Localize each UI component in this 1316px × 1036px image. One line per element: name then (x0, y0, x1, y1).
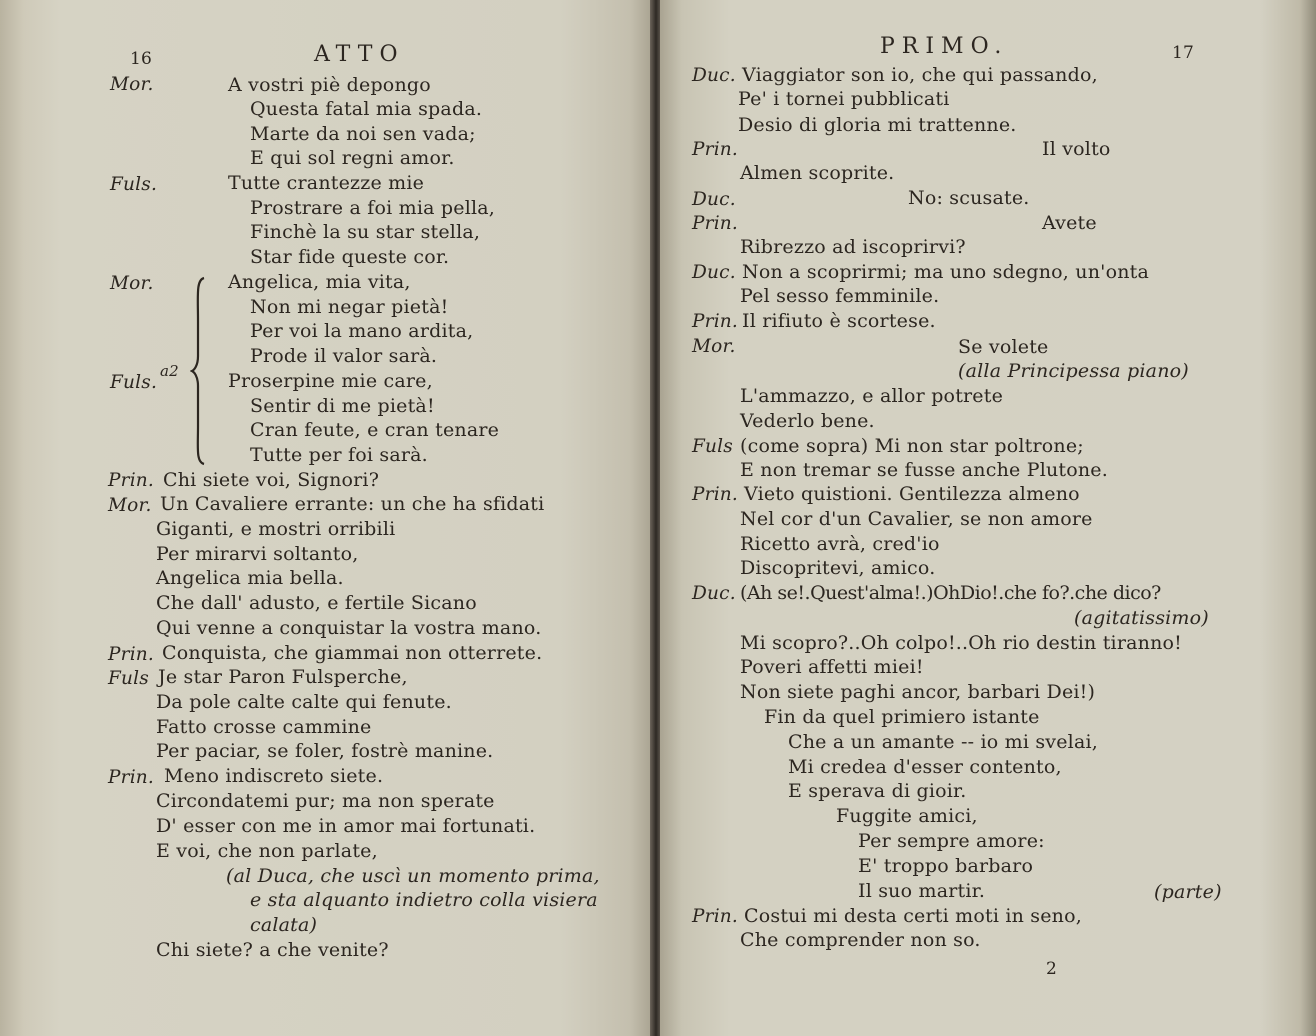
verse-line: Angelica, mia vita, (228, 271, 411, 293)
dialogue-line: Vieto quistioni. Gentilezza almeno (744, 483, 1080, 505)
dialogue-line: Che dall' adusto, e fertile Sicano (156, 592, 477, 614)
dialogue-line: Viaggiator son io, che qui passando, (742, 64, 1098, 86)
speaker: Prin. (692, 213, 739, 234)
verse-line: Proserpine mie care, (228, 370, 433, 392)
verse-line: Fin da quel primiero istante (764, 706, 1040, 728)
dialogue-line: Costui mi desta certi moti in seno, (744, 905, 1082, 927)
dialogue-line: Giganti, e mostri orribili (156, 518, 396, 540)
dialogue-line: Pe' i tornei pubblicati (738, 88, 950, 110)
verse-line: Che a un amante -- io mi svelai, (788, 731, 1098, 753)
speaker: Duc. (692, 65, 736, 86)
dialogue-line: Conquista, che giammai non otterrete. (162, 642, 543, 664)
speaker: Duc. (692, 262, 736, 283)
speaker: Mor. (110, 273, 154, 294)
dialogue-line: Da pole calte calte qui fenute. (156, 691, 452, 713)
stage-direction: (agitatissimo) (1074, 607, 1209, 629)
speaker: Prin. (692, 906, 739, 927)
verse-line: E sperava di gioir. (788, 780, 967, 802)
running-header: ATTO (314, 42, 405, 67)
right-page (660, 0, 1316, 1036)
dialogue-line: Non a scoprirmi; ma uno sdegno, un'onta (742, 261, 1150, 283)
verse-line: Finchè la su star stella, (250, 221, 481, 243)
dialogue-line: Pel sesso femminile. (740, 285, 940, 307)
dialogue-line: Circondatemi pur; ma non sperate (156, 790, 495, 812)
verse-line: Tutte crantezze mie (228, 172, 425, 194)
left-page (0, 0, 652, 1036)
dialogue-line: Desio di gloria mi trattenne. (738, 114, 1017, 136)
verse-line: A vostri piè depongo (228, 74, 431, 96)
verse-line: E qui sol regni amor. (250, 147, 455, 169)
speaker: Duc. (692, 583, 736, 604)
dialogue-line: Il rifiuto è scortese. (742, 310, 936, 332)
stage-direction: (alla Principessa piano) (958, 360, 1189, 382)
dialogue-line: Qui venne a conquistar la vostra mano. (156, 617, 542, 639)
verse-line: Prode il valor sarà. (250, 345, 438, 367)
verse-line: Sentir di me pietà! (250, 395, 435, 417)
dialogue-line: No: scusate. (908, 187, 1030, 209)
dialogue-line: Nel cor d'un Cavalier, se non amore (740, 508, 1093, 530)
verse-line: Tutte per foi sarà. (250, 444, 428, 466)
speaker: Fuls (692, 436, 733, 457)
stage-direction: calata) (250, 914, 318, 936)
dialogue-line: Non siete paghi ancor, barbari Dei!) (740, 681, 1096, 703)
verse-line: Non mi negar pietà! (250, 296, 449, 318)
dialogue-line: Chi siete? a che venite? (156, 939, 389, 961)
speaker: Prin. (692, 139, 739, 160)
verse-line: Questa fatal mia spada. (250, 98, 483, 120)
verse-line: Il suo martir. (858, 880, 986, 902)
speaker: Duc. (692, 189, 736, 210)
dialogue-line: E non tremar se fusse anche Plutone. (740, 459, 1108, 481)
speaker: Fuls (108, 668, 149, 689)
dialogue-line: Per mirarvi soltanto, (156, 543, 359, 565)
verse-line: Marte da noi sen vada; (250, 123, 476, 145)
speaker: Fuls. (110, 372, 158, 393)
stage-direction: (al Duca, che uscì un momento prima, (226, 865, 600, 887)
verse-line: Mi credea d'esser contento, (788, 756, 1062, 778)
signature-mark: 2 (1046, 959, 1058, 979)
running-header: PRIMO. (880, 34, 1009, 59)
speaker: Prin. (692, 311, 739, 332)
verse-line: Prostrare a foi mia pella, (250, 197, 496, 219)
verse-line: Star fide queste cor. (250, 246, 450, 268)
dialogue-line: Meno indiscreto siete. (164, 765, 384, 787)
verse-line: E' troppo barbaro (858, 855, 1034, 877)
dialogue-line: Vederlo bene. (740, 410, 875, 432)
dialogue-line: (Ah se!.Quest'alma!.)OhDio!.che fo?.che dico? (740, 582, 1161, 604)
dialogue-line: Per paciar, se foler, fostrè manine. (156, 740, 494, 762)
speaker: Mor. (110, 74, 154, 95)
page-number: 17 (1172, 43, 1195, 63)
speaker: Prin. (108, 644, 155, 665)
dialogue-line: Angelica mia bella. (156, 567, 344, 589)
dialogue-line: L'ammazzo, e allor potrete (740, 385, 1004, 407)
dialogue-line: D' esser con me in amor mai fortunati. (156, 815, 536, 837)
dialogue-line: Un Cavaliere errante: un che ha sfidati (160, 493, 545, 515)
verse-line: Cran feute, e cran tenare (250, 419, 500, 441)
dialogue-line: Se volete (958, 336, 1049, 358)
brace (190, 276, 208, 466)
verse-line: Per sempre amore: (858, 830, 1045, 852)
dialogue-line: Che comprender non so. (740, 929, 981, 951)
dialogue-line: (come sopra) Mi non star poltrone; (740, 435, 1084, 457)
dialogue-line: E voi, che non parlate, (156, 840, 378, 862)
dialogue-line: Discopritevi, amico. (740, 557, 936, 579)
page-number: 16 (130, 49, 153, 69)
a2-mark: a2 (160, 362, 179, 380)
speaker: Prin. (692, 484, 739, 505)
dialogue-line: Avete (1042, 212, 1097, 234)
stage-direction: (parte) (1154, 881, 1222, 903)
dialogue-line: Almen scoprite. (740, 162, 895, 184)
verse-line: Fuggite amici, (836, 805, 978, 827)
dialogue-line: Ribrezzo ad iscoprirvi? (740, 236, 966, 258)
verse-line: Per voi la mano ardita, (250, 320, 474, 342)
dialogue-line: Fatto crosse cammine (156, 716, 372, 738)
dialogue-line: Poveri affetti miei! (740, 656, 924, 678)
speaker: Mor. (692, 336, 736, 357)
dialogue-line: Ricetto avrà, cred'io (740, 533, 940, 555)
dialogue-line: Il volto (1042, 138, 1111, 160)
stage-direction: e sta alquanto indietro colla visiera (250, 889, 598, 911)
dialogue-line: Je star Paron Fulsperche, (158, 666, 408, 688)
speaker: Fuls. (110, 174, 158, 195)
speaker: Prin. (108, 767, 155, 788)
speaker: Prin. (108, 470, 155, 491)
dialogue-line: Mi scopro?..Oh colpo!..Oh rio destin tiranno! (740, 632, 1182, 654)
dialogue-line: Chi siete voi, Signori? (163, 469, 380, 491)
speaker: Mor. (108, 495, 152, 516)
